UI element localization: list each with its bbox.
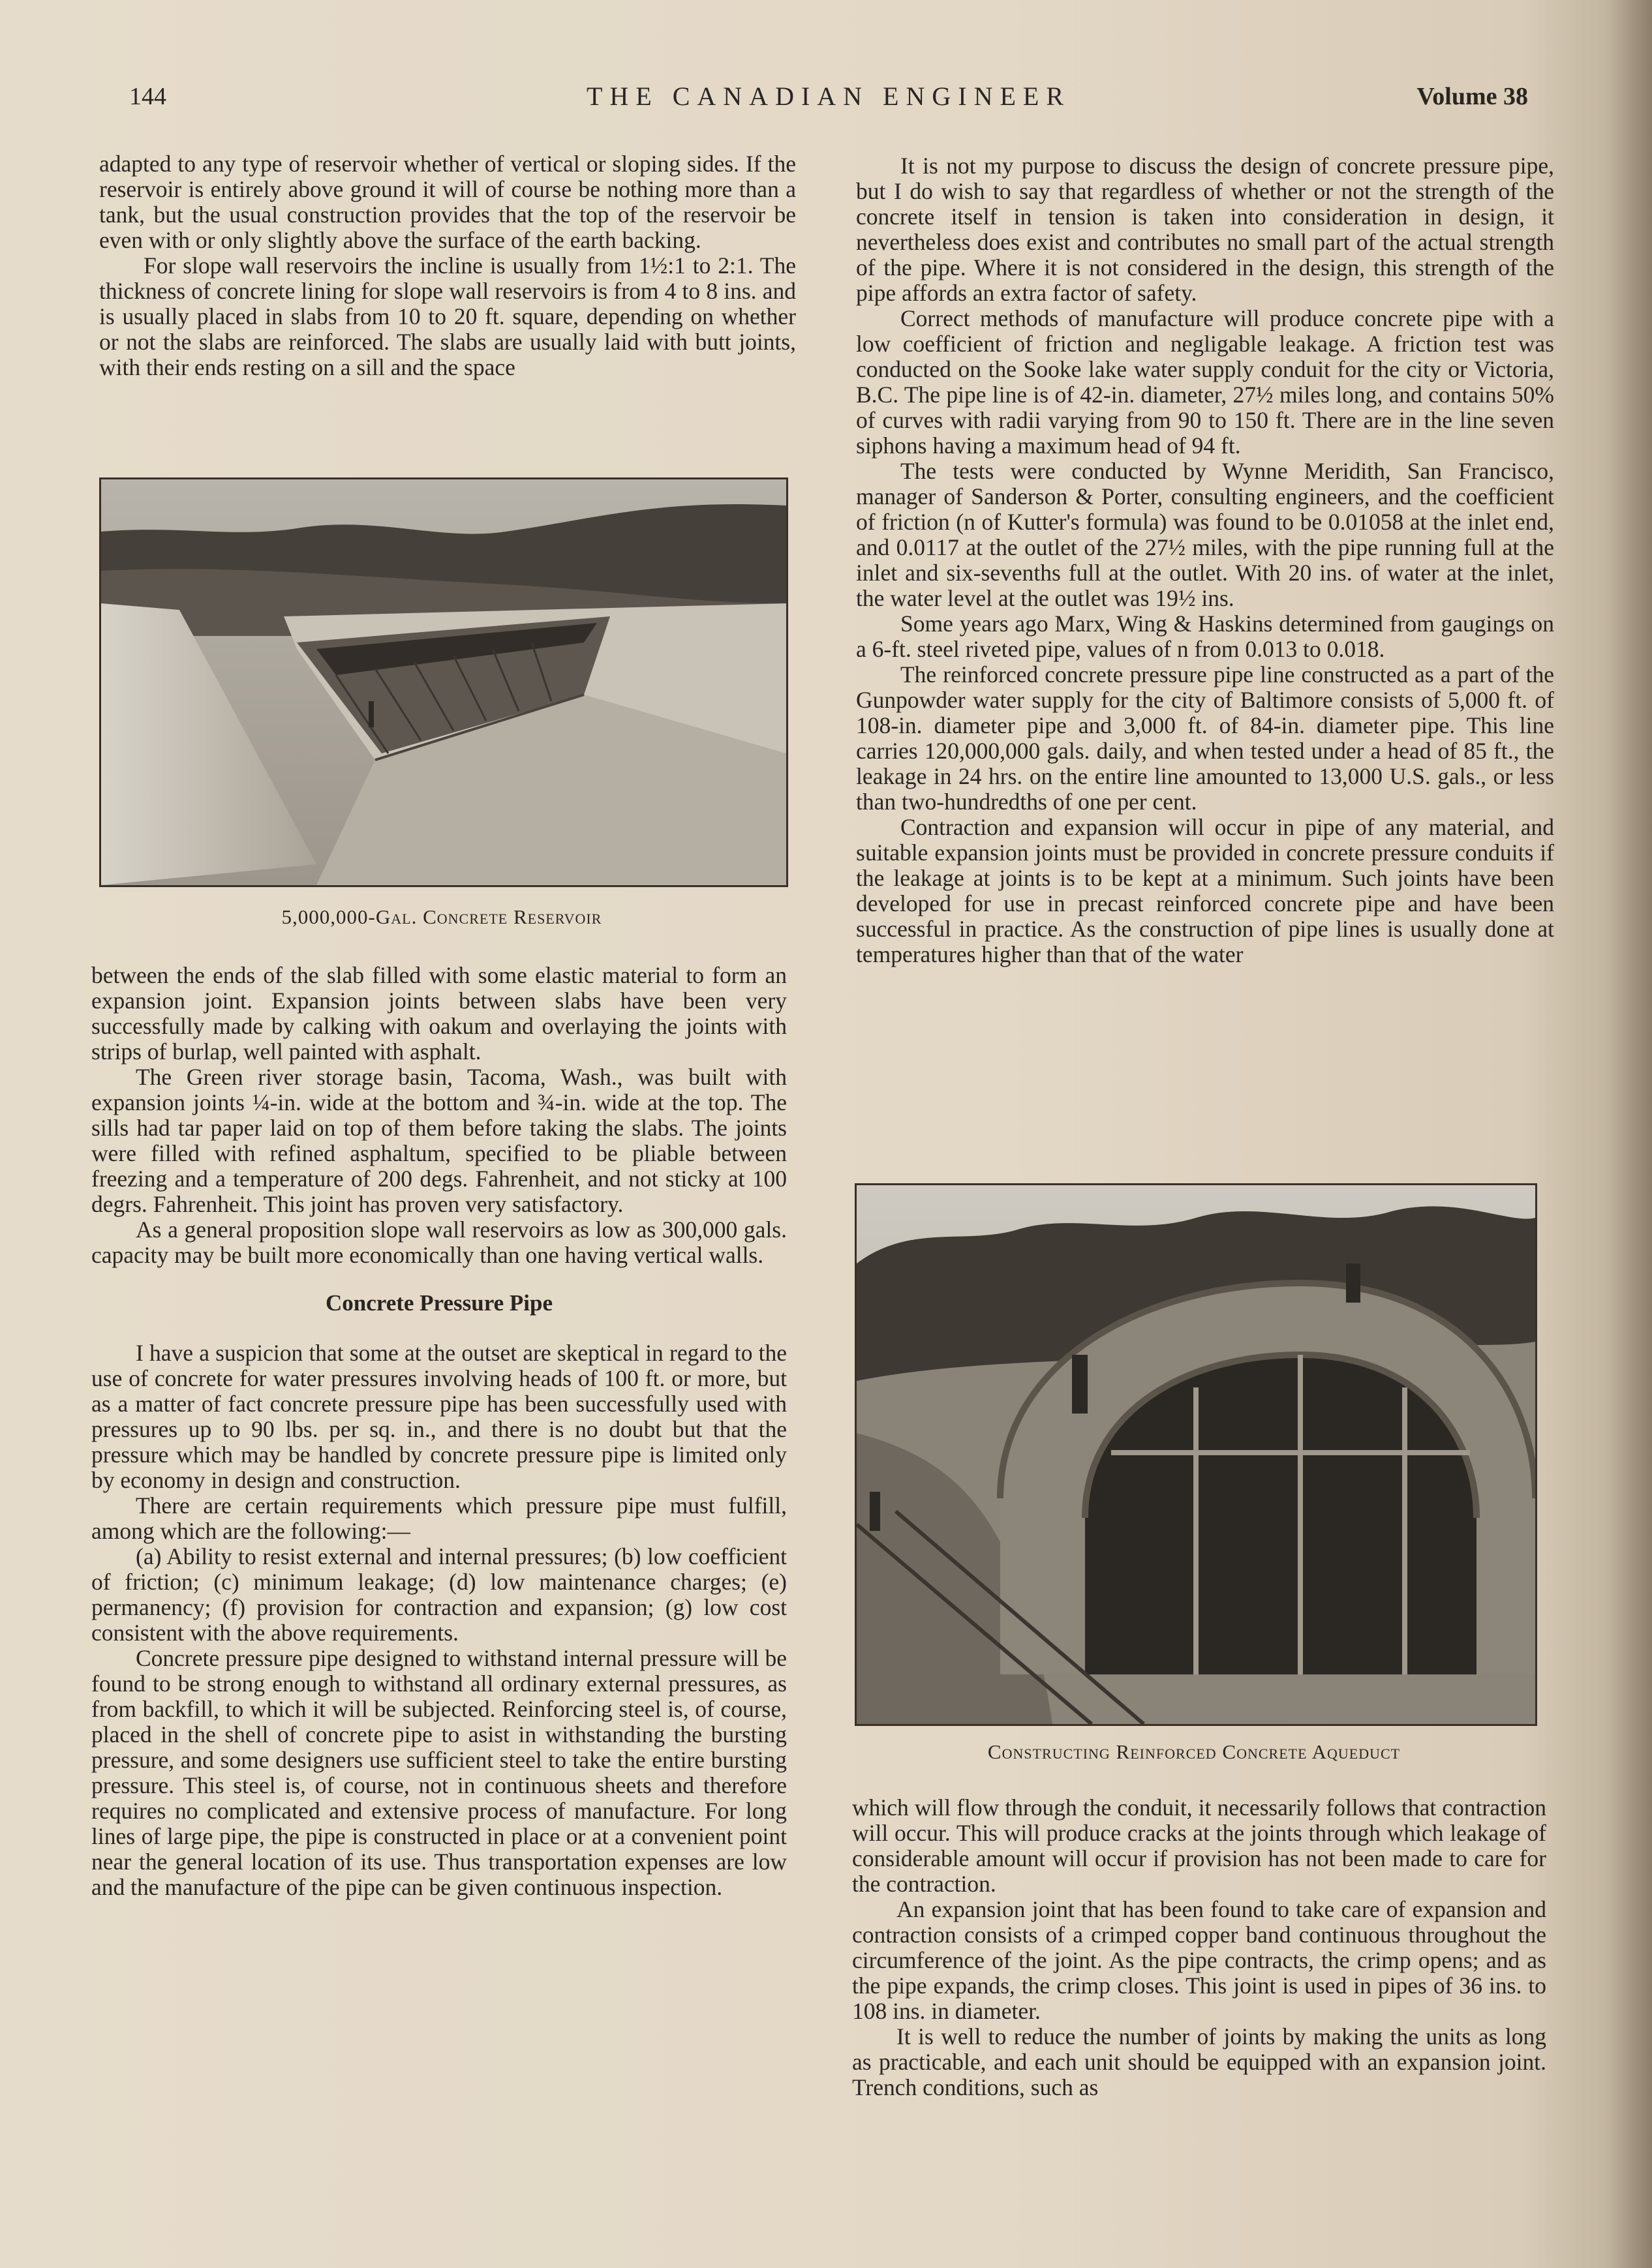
paragraph: Concrete pressure pipe designed to withstand internal pressure will be found to be strong enough to withstand all ordinary external pressures, as from backfill, to which it will be subjected. Reinforcing steel is, of course, placed in the shell of concrete pipe to asist in withstanding the bursting pressure, and some designers use sufficient steel to take the entire bursting pressure. This steel is, of course, not in continuous sheets and therefore requires no complicated and extensive process of manufacture. For long lines of large pipe, the pipe is constructed in place or at a convenient point near the general location of its use. Thus transportation expenses are low and the manufacture of the pipe can be given continuous inspection. [91, 1645, 787, 1900]
paragraph: An expansion joint that has been found to take care of expansion and contraction consists of a crimped copper band continuous throughout the circumference of the joint. As the pipe contracts, the crimp opens; and as the pipe expands, the crimp closes. This joint is used in pipes of 36 ins. to 108 ins. in diameter. [852, 1896, 1546, 2024]
paragraph: Correct methods of manufacture will produce concrete pipe with a low coefficient of friction and negligable leakage. A friction test was conducted on the Sooke lake water supply conduit for the city or Victoria, B.C. The pipe line is of 42-in. diameter, 27½ miles long, and contains 50% of curves with radii varying from 90 to 150 ft. There are in the line seven siphons having a maximum head of 94 ft. [856, 305, 1554, 459]
volume-label: Volume 38 [1416, 83, 1528, 110]
paragraph: For slope wall reservoirs the incline is usually from 1½:1 to 2:1. The thickness of concrete lining for slope wall reservoirs is from 4 to 8 ins. and is usually placed in slabs from 10 to 20 ft. square, depending on whether or not the slabs are reinforced. The slabs are usually laid with butt joints, with their ends resting on a sill and the space [99, 252, 796, 380]
paragraph: I have a suspicion that some at the outset are skeptical in regard to the use of concrete for water pressures involving heads of 100 ft. or more, but as a matter of fact concrete pressure pipe has been successfully used with pressures up to 90 lbs. per sq. in., and there is no doubt but that the pressure which may be handled by concrete pressure pipe is limited only by economy in design and construction. [91, 1340, 787, 1493]
left-column-bottom [91, 963, 787, 1900]
paragraph: The tests were conducted by Wynne Meridith, San Francisco, manager of Sanderson & Porter, consulting engineers, and the coefficient of friction (n of Kutter's formula) was found to be 0.01058 at the inlet end, and 0.0117 at the outlet of the 27½ miles, with the pipe running full at the inlet and six-sevenths full at the outlet. With 20 ins. of water at the inlet, the water level at the outlet was 19½ ins. [856, 458, 1554, 611]
paragraph: between the ends of the slab filled with some elastic material to form an expansion joint. Expansion joints between slabs have been very successfully made by calking with oakum and overlaying the joints with strips of burlap, well painted with asphalt. [91, 962, 787, 1065]
figure-caption-aqueduct: Constructing Reinforced Concrete Aqueduct [987, 1740, 1401, 1763]
paragraph: which will flow through the conduit, it necessarily follows that contraction will occur. This will produce cracks at the joints through which leakage of considerable amount will occur if provision has not been made to care for the contraction. [852, 1794, 1546, 1897]
requirements-list: (a) Ability to resist external and internal pressures; (b) low coefficient of friction; (c) minimum leakage; (d) low maintenance charges; (e) permanency; (f) provision for contraction and expansion; (g) low cost consistent with the above requirements. [91, 1543, 787, 1646]
right-column-bottom [852, 1795, 1546, 2100]
page-spine-shadow [1606, 0, 1652, 2268]
aqueduct-photo [855, 1183, 1537, 1726]
paragraph: Contraction and expansion will occur in pipe of any material, and suitable expansion joints must be provided in concrete pressure conduits if the leakage at joints is to be kept at a minimum. Such joints have been developed for use in precast reinforced concrete pipe and have been successful in practice. As the construction of pipe lines is usually done at temperatures higher than that of the water [856, 814, 1554, 967]
paragraph: It is well to reduce the number of joints by making the units as long as practicable, and each unit should be equipped with an expansion joint. Trench conditions, such as [852, 2023, 1546, 2100]
paragraph: It is not my purpose to discuss the design of concrete pressure pipe, but I do wish to say that regardless of whether or not the strength of the concrete itself in tension is taken into consideration in design, it nevertheless does exist and contributes no small part of the actual strength of the pipe. Where it is not considered in the design, this strength of the pipe affords an extra factor of safety. [856, 153, 1554, 306]
paragraph: Some years ago Marx, Wing & Haskins determined from gaugings on a 6-ft. steel riveted pipe, values of n from 0.013 to 0.018. [856, 611, 1554, 662]
paragraph: The Green river storage basin, Tacoma, Wash., was built with expansion joints ¼-in. wide at the bottom and ¾-in. wide at the top. The sills had tar paper laid on top of them before taking the slabs. The joints were filled with refined asphaltum, specified to be pliable between freezing and a temperature of 200 degs. Fahrenheit, and not sticky at 100 degrs. Fahrenheit. This joint has proven very satisfactory. [91, 1064, 787, 1217]
paragraph: adapted to any type of reservoir whether of vertical or sloping sides. If the reservoir is entirely above ground it will of course be nothing more than a tank, but the usual construction provides that the top of the reservoir be even with or only slightly above the surface of the earth backing. [99, 151, 796, 253]
running-header [129, 77, 1528, 116]
page-number: 144 [129, 83, 166, 110]
right-column-top [856, 153, 1554, 967]
paragraph: There are certain requirements which pressure pipe must fulfill, among which are the following:— [91, 1492, 787, 1544]
journal-title: THE CANADIAN ENGINEER [586, 82, 1071, 111]
paragraph: As a general proposition slope wall reservoirs as low as 300,000 gals. capacity may be built more economically than one having vertical walls. [91, 1217, 787, 1268]
left-column-top [99, 151, 796, 380]
reservoir-photo [99, 477, 788, 887]
paragraph: The reinforced concrete pressure pipe line constructed as a part of the Gunpowder water supply for the city of Baltimore consists of 5,000 ft. of 108-in. diameter pipe and 3,000 ft. of 84-in. diameter pipe. This line carries 120,000,000 gals. daily, and when tested under a head of 85 ft., the leakage in 24 hrs. on the entire line amounted to 13,000 U.S. gals., or less than two-hundredths of one per cent. [856, 661, 1554, 815]
figure-caption-reservoir: 5,000,000-Gal. Concrete Reservoir [281, 905, 602, 928]
section-heading: Concrete Pressure Pipe [326, 1290, 553, 1316]
